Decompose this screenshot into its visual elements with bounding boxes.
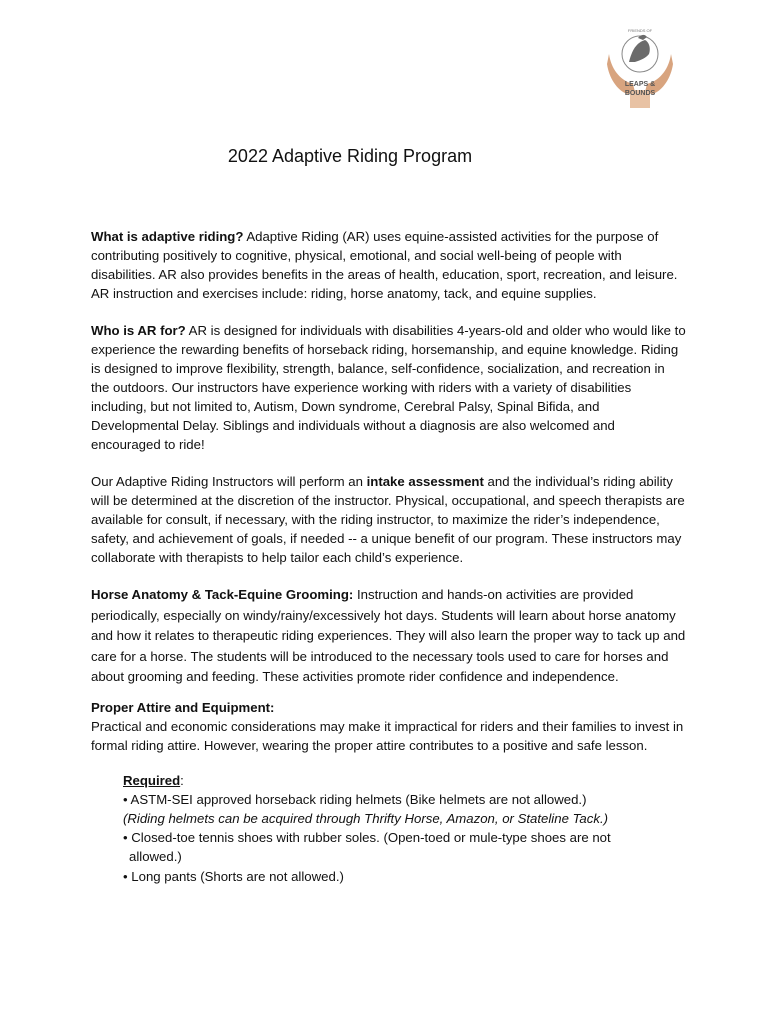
required-colon: :: [180, 772, 184, 788]
logo-text-line1: LEAPS &: [624, 81, 656, 88]
required-item-helmet: • ASTM-SEI approved horseback riding helmets (Bike helmets are not allowed.): [123, 791, 587, 807]
required-item-shoes-continued: allowed.): [129, 849, 182, 865]
what-is-heading: What is adaptive riding?: [91, 229, 244, 244]
attire-paragraph: [91, 698, 686, 755]
required-list: [123, 771, 686, 886]
anatomy-heading: Horse Anatomy & Tack-Equine Grooming:: [91, 587, 354, 602]
what-is-text: Adaptive Riding (AR) uses equine-assisted activities for the purpose of contributing positively to cognitive, physical, emotional, and social well-being of people with disabilities. AR also provides benefits in the areas of health, education, sport, recreation, and leisure. AR instruction and exercises include: riding, horse anatomy, tack, and equine supplies.: [91, 229, 678, 301]
instructors-text-after: and the individual’s riding ability will be determined at the discretion of the instructor. Physical, occupational, and speech therapists are available for consult, if necessary, with the riding instructor, to maximize the rider’s independence, safety, and achievement of goals, if needed -- a unique benefit of our program. These instructors may collaborate with therapists to help tailor each child’s experience.: [91, 474, 685, 565]
anatomy-paragraph: [91, 585, 686, 688]
anatomy-text: Instruction and hands-on activities are provided periodically, especially on windy/rainy/excessively hot days. Students will learn about horse anatomy and how it relates to therapeutic riding experiences. They will also learn the proper way to tack up and care for a horse. The students will be introduced to the necessary tools used to care for horses and about grooming and feeding. These activities promote rider confidence and independence.: [91, 587, 686, 684]
intake-assessment-bold: intake assessment: [366, 474, 484, 489]
who-is-heading: Who is AR for?: [91, 323, 186, 338]
who-is-paragraph: [91, 321, 686, 454]
required-item-shoes: • Closed-toe tennis shoes with rubber soles. (Open-toed or mule-type shoes are not: [123, 830, 611, 846]
who-is-text: AR is designed for individuals with disabilities 4-years-old and older who would like to experience the rewarding benefits of horseback riding, horsemanship, and equine knowledge. Riding is designed to improve flexibility, strength, balance, self-confidence, socialization, and recreation in the outdoors. Our instructors have experience working with riders with a variety of disabilities including, but not limited to, Autism, Down syndrome, Cerebral Palsy, Spinal Bifida, and Developmental Delay. Siblings and individuals without a diagnosis are also welcomed and encouraged to ride!: [91, 323, 686, 452]
page-title: 2022 Adaptive Riding Program: [227, 146, 473, 166]
what-is-paragraph: [91, 227, 686, 303]
document-body: [91, 227, 686, 886]
logo-top-text: FRIENDS OF: [627, 28, 653, 33]
attire-text: Practical and economic considerations may make it impractical for riders and their families to invest in formal riding attire. However, wearing the proper attire contributes to a positive and safe lesson.: [91, 718, 684, 753]
instructors-text-before: Our Adaptive Riding Instructors will perform an: [91, 474, 367, 489]
logo-text-line2: BOUNDS: [624, 90, 656, 97]
attire-heading: Proper Attire and Equipment:: [91, 699, 275, 715]
leaps-and-bounds-logo: [605, 24, 675, 110]
right-hand-shape: [645, 54, 673, 94]
instructors-paragraph: [91, 472, 686, 567]
required-heading: Required: [123, 772, 181, 788]
required-heading-row: [123, 771, 686, 790]
required-item-helmet-note: (Riding helmets can be acquired through Thrifty Horse, Amazon, or Stateline Tack.): [123, 810, 608, 826]
required-item-pants: • Long pants (Shorts are not allowed.): [123, 868, 344, 884]
